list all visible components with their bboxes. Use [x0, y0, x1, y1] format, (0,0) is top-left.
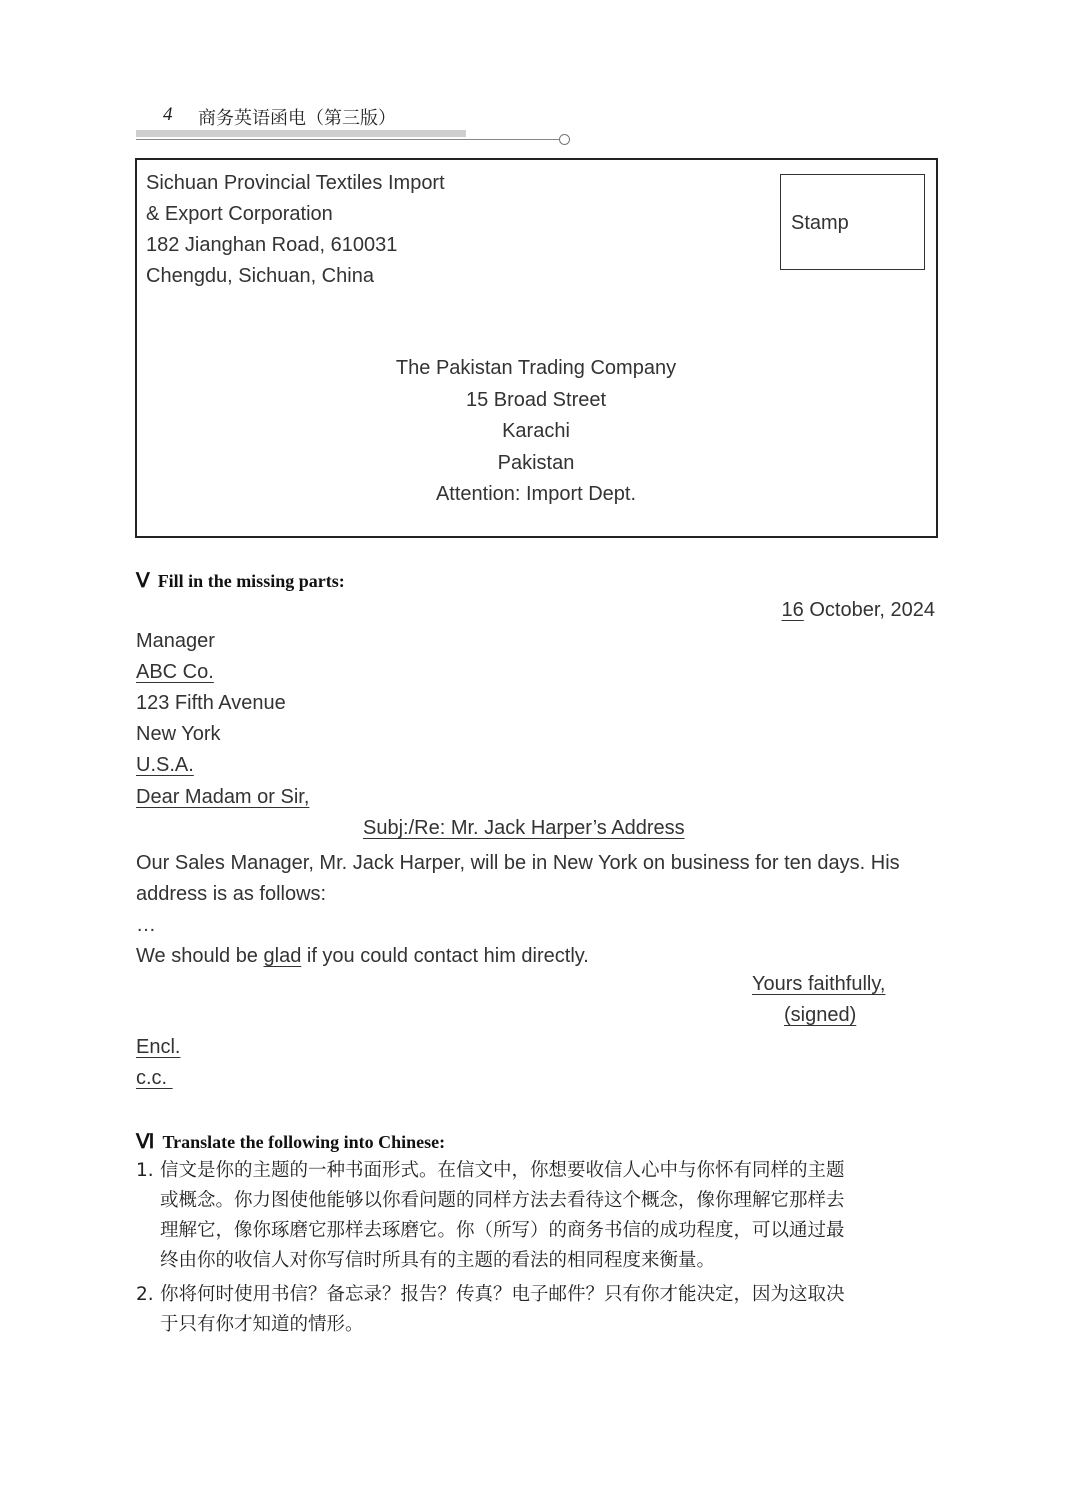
translation-line: 或概念。你力图使他能够以你看问题的同样方法去看待这个概念，像你理解它那样去 [160, 1190, 845, 1211]
signature: (signed) [784, 1004, 857, 1026]
section-6-numeral: Ⅵ [136, 1131, 155, 1153]
section-6-title: Translate the following into Chinese: [162, 1132, 446, 1152]
recipient-line: Attention: Import Dept. [435, 483, 637, 505]
date-day-fill: 16 [781, 599, 804, 621]
stamp-label: Stamp [791, 212, 849, 234]
body-fill: glad [263, 945, 302, 967]
recipient-address [136, 353, 936, 511]
translation-item-2-number: 2. [136, 1284, 154, 1305]
letter-body [136, 848, 936, 972]
sender-line: & Export Corporation [146, 203, 333, 225]
inside-company: ABC Co. [136, 661, 214, 683]
body-line [136, 941, 936, 972]
complimentary-close: Yours faithfully, [752, 973, 886, 995]
subject-line: Subj:/Re: Mr. Jack Harper’s Address [363, 817, 685, 839]
salutation: Dear Madam or Sir, [136, 786, 310, 808]
body-line: address is as follows: [136, 883, 327, 905]
section-6-heading [136, 1129, 445, 1154]
translation-item-2 [160, 1280, 940, 1340]
section-5-title: Fill in the missing parts: [157, 571, 345, 591]
recipient-line: The Pakistan Trading Company [395, 357, 677, 379]
sender-line: Sichuan Provincial Textiles Import [146, 172, 445, 194]
inside-city: New York [136, 723, 221, 745]
recipient-line: Pakistan [497, 451, 575, 474]
header-rule-line [136, 139, 560, 140]
carbon-copy: c.c. [136, 1067, 173, 1089]
enclosure: Encl. [136, 1036, 181, 1058]
translation-item-1 [160, 1156, 940, 1276]
translation-line: 理解它，像你琢磨它那样去琢磨它。你（所写）的商务书信的成功程度，可以通过最 [160, 1220, 845, 1241]
translation-line: 你将何时使用书信？备忘录？报告？传真？电子邮件？只有你才能决定，因为这取决 [160, 1284, 845, 1305]
body-ellipsis: … [136, 914, 156, 936]
book-title: 商务英语函电（第三版） [198, 108, 396, 129]
header-rule-bar [136, 130, 466, 137]
body-pre: We should be [136, 945, 264, 967]
translation-item-1-number: 1. [136, 1160, 154, 1181]
section-5-heading [136, 568, 345, 593]
letter-date [782, 599, 935, 622]
recipient-line: 15 Broad Street [465, 388, 607, 411]
recipient-line: Karachi [502, 420, 570, 442]
sender-address [146, 168, 445, 292]
translation-line: 于只有你才知道的情形。 [160, 1314, 364, 1335]
section-5-numeral: Ⅴ [136, 570, 150, 592]
inside-country: U.S.A. [136, 754, 194, 776]
body-line: Our Sales Manager, Mr. Jack Harper, will be in New York on business for ten days. His [136, 852, 900, 874]
sender-line: Chengdu, Sichuan, China [146, 265, 374, 287]
header-rule-circle [559, 134, 570, 145]
body-post: if you could contact him directly. [301, 945, 589, 967]
inside-title: Manager [136, 630, 215, 652]
page-number: 4 [163, 104, 173, 125]
inside-street: 123 Fifth Avenue [136, 692, 286, 714]
sender-line: 182 Jianghan Road, 610031 [146, 234, 398, 256]
date-rest: October, 2024 [803, 599, 935, 621]
translation-line: 终由你的收信人对你写信时所具有的主题的看法的相同程度来衡量。 [160, 1250, 716, 1271]
translation-line: 信文是你的主题的一种书面形式。在信文中，你想要收信人心中与你怀有同样的主题 [160, 1160, 845, 1181]
